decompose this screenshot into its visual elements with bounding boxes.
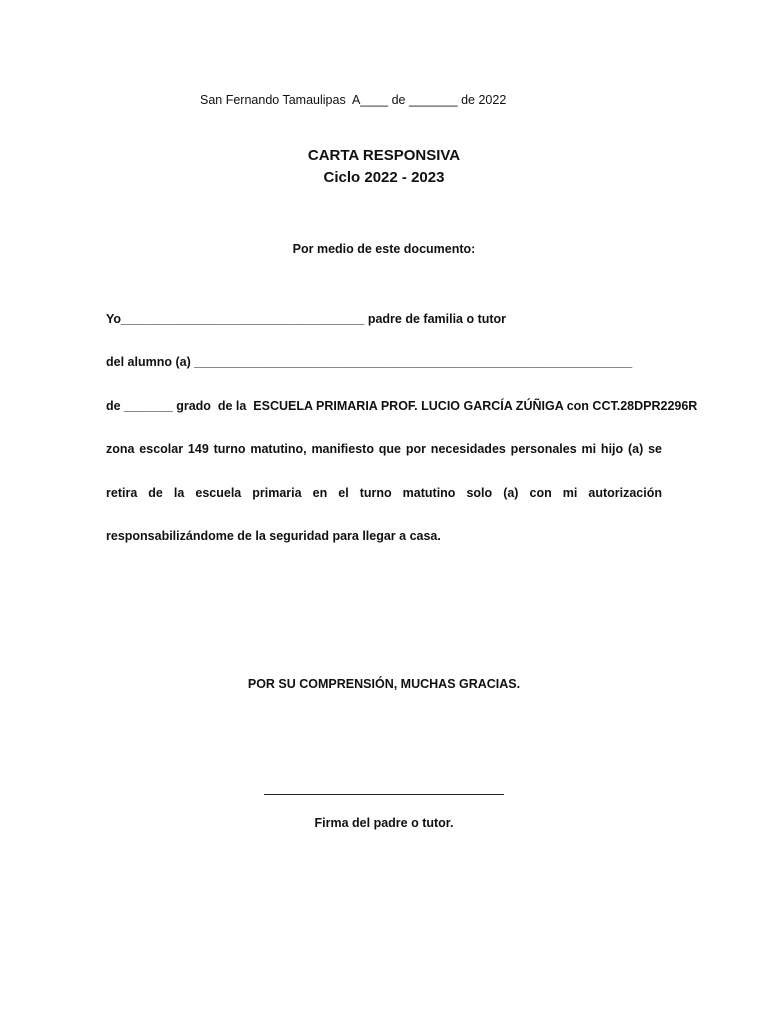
body-line-responsibility: responsabilizándome de la seguridad para llegar a casa. xyxy=(106,529,441,543)
document-title: CARTA RESPONSIVA xyxy=(307,147,461,164)
body-line-retire: retira de la escuela primaria en el turno matutino solo (a) con mi autorización xyxy=(106,486,662,500)
intro-text: Por medio de este documento: xyxy=(292,242,476,256)
document-subtitle-cycle: Ciclo 2022 - 2023 xyxy=(323,169,445,186)
body-line-student-name: del alumno (a) _______________________________________________________________ xyxy=(106,355,633,369)
body-line-school: de _______ grado de la ESCUELA PRIMARIA PROF. LUCIO GARCÍA ZÚÑIGA con CCT.28DPR2296R xyxy=(106,399,698,413)
signature-line xyxy=(264,794,504,795)
closing-text: POR SU COMPRENSIÓN, MUCHAS GRACIAS. xyxy=(247,677,521,691)
body-line-zone: zona escolar 149 turno matutino, manifiesto que por necesidades personales mi hijo (a) se xyxy=(106,442,662,456)
signature-label: Firma del padre o tutor. xyxy=(314,816,454,830)
body-line-parent-name: Yo___________________________________ padre de familia o tutor xyxy=(106,312,507,326)
place-date-line: San Fernando Tamaulipas A____ de _______ de 2022 xyxy=(200,93,507,107)
